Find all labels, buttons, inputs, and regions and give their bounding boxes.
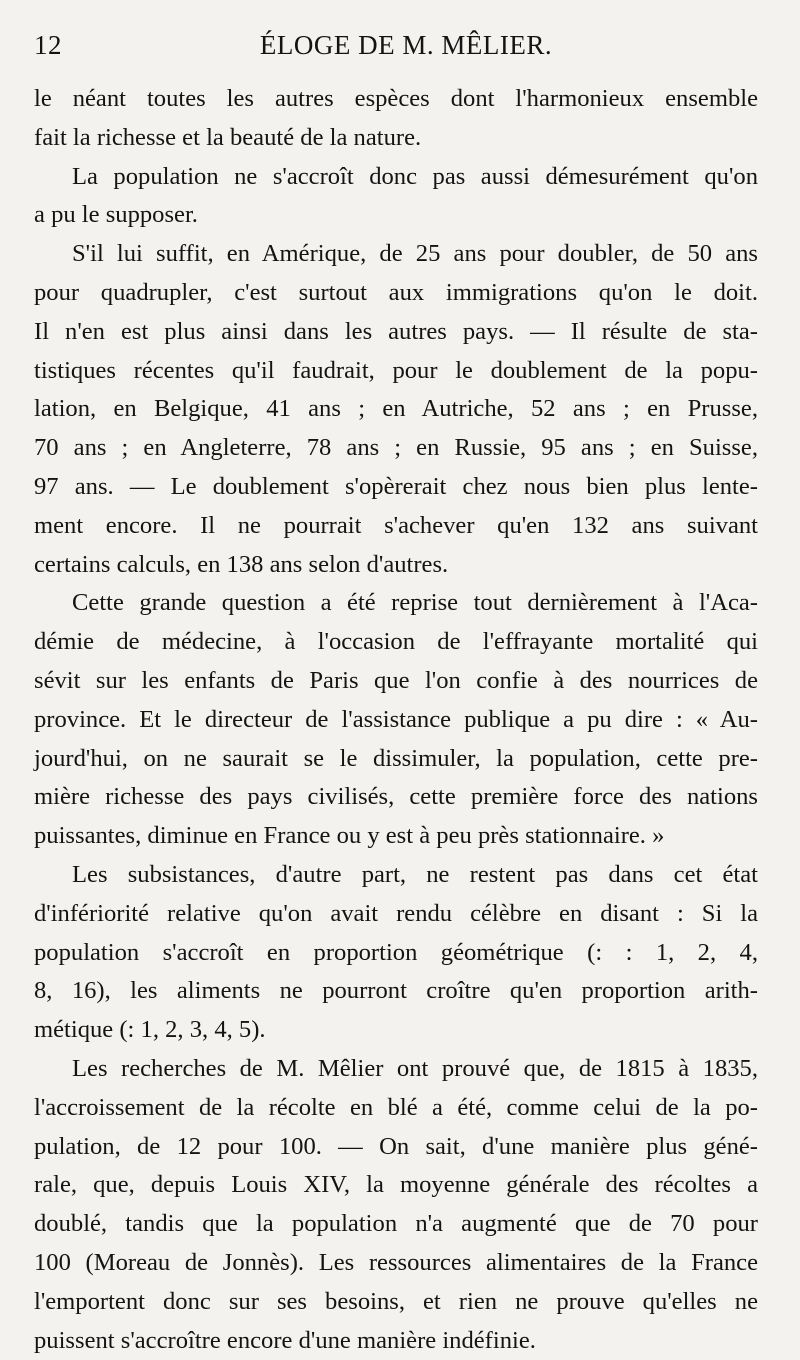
- text-line: lation, en Belgique, 41 ans ; en Autriche, 52 ans ; en Prusse,: [34, 390, 758, 429]
- text-line: doublé, tandis que la population n'a augmenté que de 70 pour: [34, 1205, 758, 1244]
- text-line: certains calculs, en 138 ans selon d'autres.: [34, 546, 758, 585]
- body-text: [34, 80, 758, 1360]
- text-line: a pu le supposer.: [34, 196, 758, 235]
- text-line: sévit sur les enfants de Paris que l'on confie à des nourrices de: [34, 662, 758, 701]
- text-line: fait la richesse et la beauté de la nature.: [34, 119, 758, 158]
- text-line: 70 ans ; en Angleterre, 78 ans ; en Russie, 95 ans ; en Suisse,: [34, 429, 758, 468]
- text-line: pulation, de 12 pour 100. — On sait, d'une manière plus géné-: [34, 1128, 758, 1167]
- text-line: métique (: 1, 2, 3, 4, 5).: [34, 1011, 758, 1050]
- running-title: ÉLOGE DE M. MÊLIER.: [34, 30, 758, 61]
- text-line: tistiques récentes qu'il faudrait, pour le doublement de la popu-: [34, 352, 758, 391]
- text-line: province. Et le directeur de l'assistance publique a pu dire : « Au-: [34, 701, 758, 740]
- text-line: La population ne s'accroît donc pas aussi démesurément qu'on: [34, 158, 758, 197]
- text-line: d'infériorité relative qu'on avait rendu célèbre en disant : Si la: [34, 895, 758, 934]
- text-line: puissantes, diminue en France ou y est à peu près stationnaire. »: [34, 817, 758, 856]
- text-line: pour quadrupler, c'est surtout aux immigrations qu'on le doit.: [34, 274, 758, 313]
- running-head: [34, 30, 758, 70]
- text-line: rale, que, depuis Louis XIV, la moyenne générale des récoltes a: [34, 1166, 758, 1205]
- text-line: l'accroissement de la récolte en blé a été, comme celui de la po-: [34, 1089, 758, 1128]
- text-line: l'emportent donc sur ses besoins, et rien ne prouve qu'elles ne: [34, 1283, 758, 1322]
- text-line: 8, 16), les aliments ne pourront croître qu'en proportion arith-: [34, 972, 758, 1011]
- page-number: 12: [34, 30, 62, 61]
- text-line: puissent s'accroître encore d'une manière indéfinie.: [34, 1322, 758, 1360]
- text-line: population s'accroît en proportion géométrique (: : 1, 2, 4,: [34, 934, 758, 973]
- text-line: jourd'hui, on ne saurait se le dissimuler, la population, cette pre-: [34, 740, 758, 779]
- text-line: ment encore. Il ne pourrait s'achever qu'en 132 ans suivant: [34, 507, 758, 546]
- text-line: Les subsistances, d'autre part, ne restent pas dans cet état: [34, 856, 758, 895]
- text-line: le néant toutes les autres espèces dont l'harmonieux ensemble: [34, 80, 758, 119]
- text-line: 97 ans. — Le doublement s'opèrerait chez nous bien plus lente-: [34, 468, 758, 507]
- text-line: Cette grande question a été reprise tout dernièrement à l'Aca-: [34, 584, 758, 623]
- text-line: 100 (Moreau de Jonnès). Les ressources alimentaires de la France: [34, 1244, 758, 1283]
- text-line: Les recherches de M. Mêlier ont prouvé que, de 1815 à 1835,: [34, 1050, 758, 1089]
- text-line: Il n'en est plus ainsi dans les autres pays. — Il résulte de sta-: [34, 313, 758, 352]
- text-line: S'il lui suffit, en Amérique, de 25 ans pour doubler, de 50 ans: [34, 235, 758, 274]
- text-line: démie de médecine, à l'occasion de l'effrayante mortalité qui: [34, 623, 758, 662]
- text-line: mière richesse des pays civilisés, cette première force des nations: [34, 778, 758, 817]
